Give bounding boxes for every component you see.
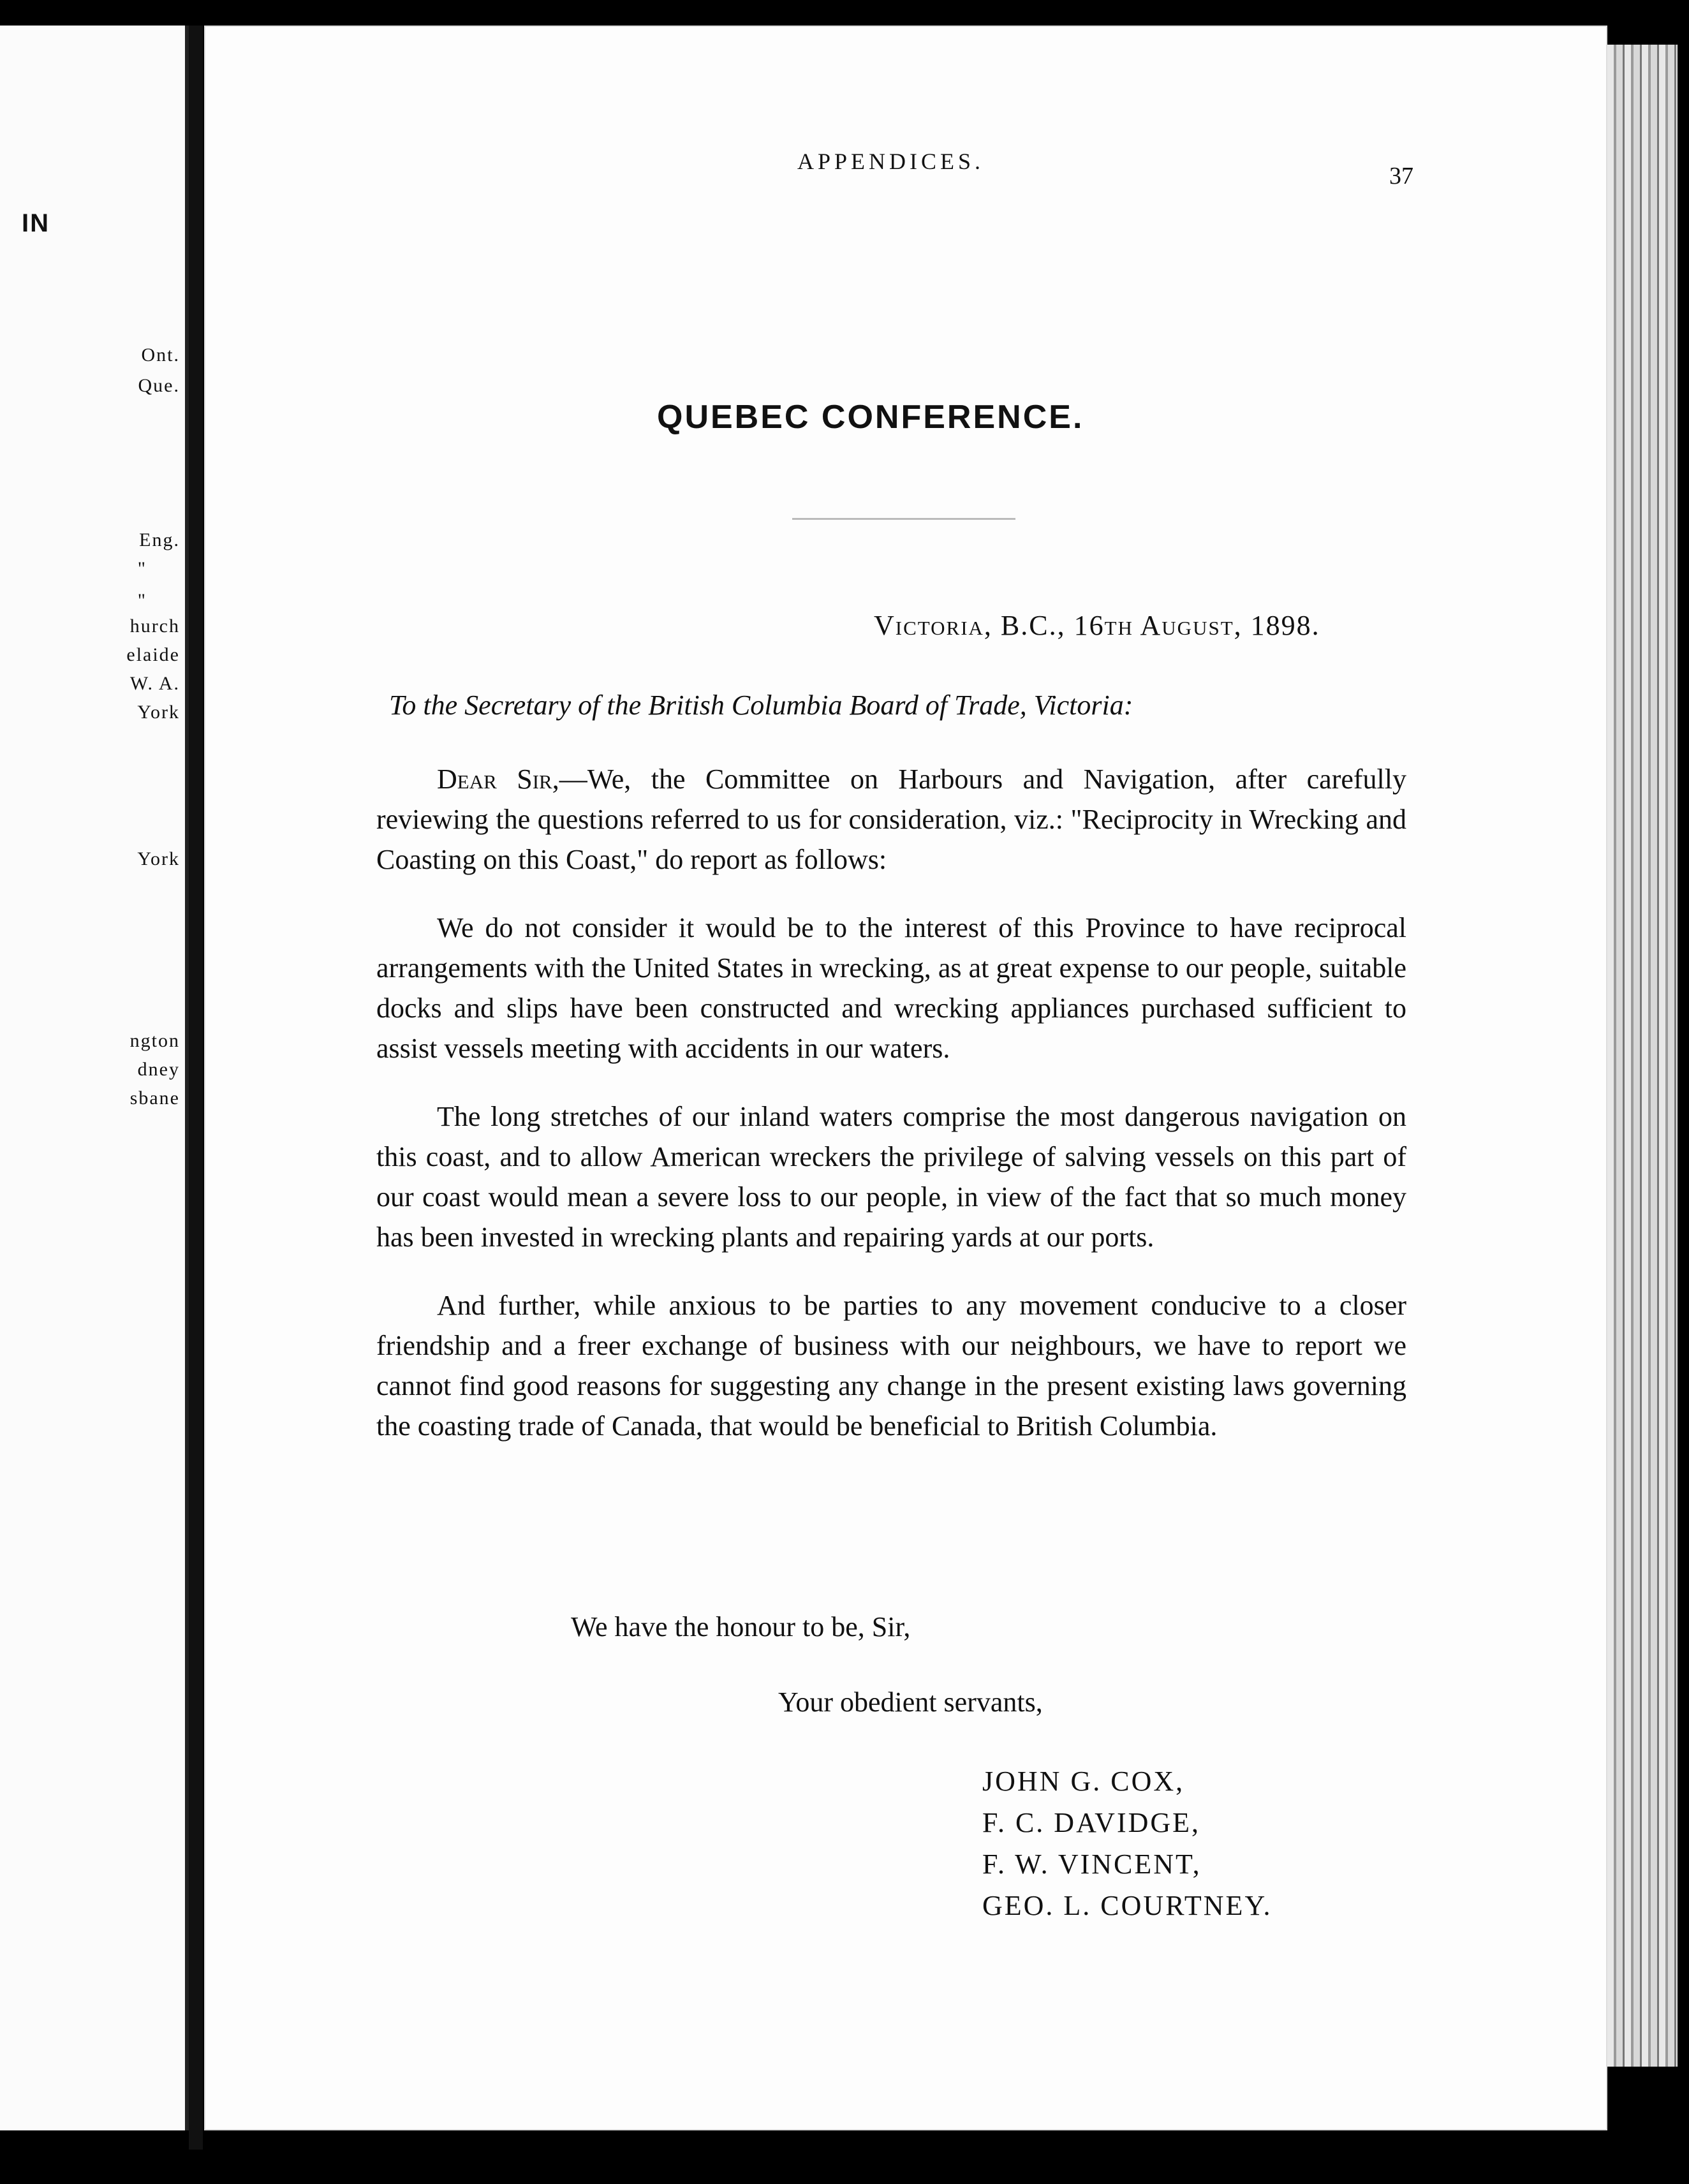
closing-salutation: Your obedient servants, xyxy=(778,1686,1043,1718)
page-title: QUEBEC CONFERENCE. xyxy=(657,399,1084,436)
paragraph-text: —We, the Committee on Harbours and Navigation, after carefully reviewing the questions referred to us for consideration, viz.: "Reciprocity in Wrecking and Coasting on this Coast," do report as follows: xyxy=(376,764,1406,875)
facing-page-fragment: sbane xyxy=(129,1088,180,1109)
facing-page-heading: IN xyxy=(22,209,50,237)
page-edges xyxy=(1607,45,1678,2067)
facing-page-fragment: York xyxy=(137,702,180,723)
facing-page-fragment: Ont. xyxy=(141,344,180,365)
signatory: F. W. VINCENT, xyxy=(982,1848,1202,1880)
book-gutter xyxy=(189,26,203,2150)
facing-page-fragment: W. A. xyxy=(129,673,180,694)
document-page xyxy=(204,26,1607,2130)
salutation: Dear Sir, xyxy=(437,764,559,795)
facing-page-fragment: Que. xyxy=(138,375,180,396)
facing-page-fragment: York xyxy=(137,848,180,869)
dateline: Victoria, B.C., 16th August, 1898. xyxy=(874,610,1320,641)
letter-paragraph: We do not consider it would be to the interest of this Province to have reciprocal arrangements with the United States in wrecking, as at great expense to our people, suitable docks and slips have been constructed and wrecking appliances purchased sufficient to assist vessels meeting with accidents in our waters. xyxy=(376,912,1406,1064)
letter-body xyxy=(376,759,1406,1474)
closing-line: We have the honour to be, Sir, xyxy=(571,1611,911,1642)
facing-page-fragment: dney xyxy=(137,1059,180,1080)
section-rule xyxy=(792,518,1015,520)
facing-page xyxy=(0,26,189,2130)
facing-page-fragment: " xyxy=(137,590,147,611)
facing-page-fragment: Eng. xyxy=(139,529,180,550)
signature-block xyxy=(982,1760,1272,1926)
facing-page-fragment: hurch xyxy=(129,616,180,637)
signatory: F. C. DAVIDGE, xyxy=(982,1807,1201,1838)
letter-paragraph: And further, while anxious to be parties to any movement conducive to a closer friendship and a freer exchange of business with our neighbours, we have to report we cannot find good reasons for suggesting any change in the present existing laws governing the coasting trade of Canada, that would be beneficial to British Columbia. xyxy=(376,1290,1406,1442)
letter-paragraph: The long stretches of our inland waters comprise the most dangerous navigation on this coast, and to allow American wreckers the privilege of salving vessels on this part of our coast would mean a severe loss to our people, in view of the fact that so much money has been invested in wrecking plants and repairing yards at our ports. xyxy=(376,1101,1406,1253)
signatory: GEO. L. COURTNEY. xyxy=(982,1890,1272,1921)
running-head: APPENDICES. xyxy=(797,149,985,174)
letter-address: To the Secretary of the British Columbia Board of Trade, Victoria: xyxy=(389,690,1133,721)
facing-page-fragment: " xyxy=(137,558,147,579)
facing-page-fragment: elaide xyxy=(126,644,180,665)
page-number: 37 xyxy=(1389,163,1413,189)
signatory: JOHN G. COX, xyxy=(982,1766,1185,1797)
facing-page-fragment: ngton xyxy=(129,1030,180,1051)
letter-paragraph xyxy=(376,759,1406,880)
